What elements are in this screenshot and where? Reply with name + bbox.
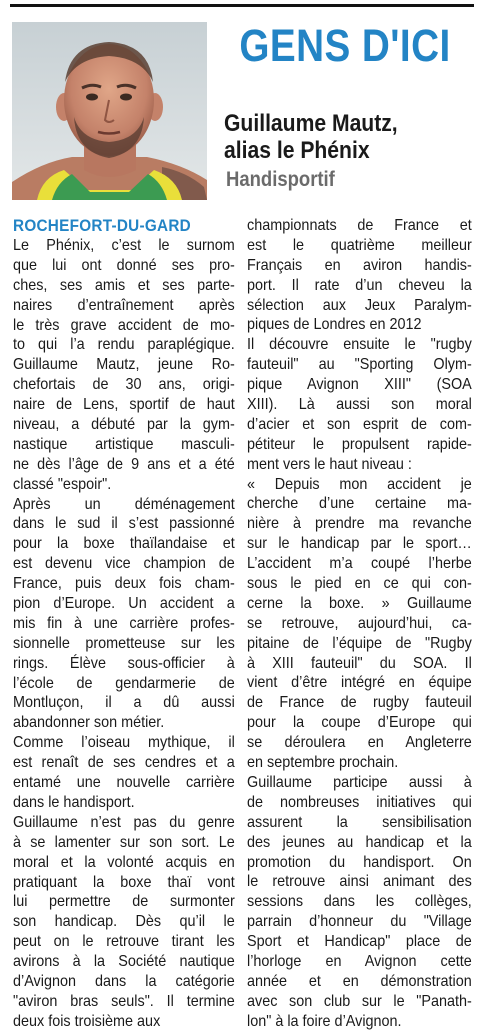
text-line: nière à prendre ma revanche — [247, 515, 472, 533]
text-line: le très grave accident de mo- — [13, 316, 235, 334]
text-line: peut on le retrouve tirant les — [13, 933, 235, 951]
text-line: se retrouve, aujourd’hui, ca- — [247, 614, 472, 632]
text-line: Guillaume Mautz, jeune Ro- — [13, 356, 235, 374]
text-line: port. Il rate d’un cheveu la — [247, 276, 472, 294]
headline-line-2: alias le Phénix — [224, 137, 370, 164]
text-line: l’horloge en Avignon cette — [247, 952, 472, 970]
text-line: est devenu vice champion de — [13, 555, 235, 573]
right-column-text — [247, 216, 472, 1032]
text-line: Après un déménagement — [13, 495, 235, 513]
left-column-text — [13, 236, 235, 1032]
text-line: classé "espoir". — [13, 475, 112, 493]
text-line: ches, ses amis et ses parte- — [13, 276, 235, 294]
text-line: pour la coupe d’Europe qui — [247, 714, 472, 732]
top-rule — [10, 4, 474, 7]
text-line: fauteuil" au "Sporting Olym- — [247, 356, 472, 374]
text-line: ne dès l’âge de 9 ans et a été — [13, 455, 235, 473]
text-line: abandonner son métier. — [13, 714, 165, 732]
text-line: « Depuis mon accident je — [247, 475, 472, 493]
text-line: des jeunes au handicap et la — [247, 833, 472, 851]
kicker: Handisportif — [226, 168, 335, 191]
text-line: rings. Élève sous-officier à — [13, 654, 235, 672]
text-line: chefortais de 30 ans, origi- — [13, 376, 235, 394]
text-line: est le quatrième meilleur — [247, 236, 472, 254]
text-line: promotion du handisport. On — [247, 853, 472, 871]
text-line: pion d’Europe. Un accident a — [13, 595, 235, 613]
text-line: "aviron bras seuls". Il termine — [13, 992, 235, 1010]
text-line: d’acier et son esprit de com- — [247, 415, 472, 433]
text-line: dans le sud il s’est passionné — [13, 515, 235, 533]
text-line: est renaît de ses cendres et a — [13, 754, 235, 772]
text-line: ment vers le haut niveau : — [247, 455, 412, 473]
text-line: lon" à la foire d’Avignon. — [247, 1012, 402, 1030]
text-line: nastique artistique masculi- — [13, 435, 235, 453]
text-line: France, puis deux fois cham- — [13, 575, 235, 593]
text-line: de France de rugby fauteuil — [247, 694, 472, 712]
article-column-left — [13, 216, 235, 1032]
text-line: championnats de France et — [247, 217, 472, 234]
text-line: vient d’être intégré en équipe — [247, 674, 472, 692]
headline — [224, 110, 474, 164]
text-line: lui permettre de surmonter — [13, 893, 235, 911]
text-line: Comme l’oiseau mythique, il — [13, 734, 235, 752]
text-line: sessions dans les collèges, — [247, 893, 472, 911]
text-line: se déroulera en Angleterre — [247, 734, 472, 752]
text-line: sous le pied en ce qui con- — [247, 575, 472, 593]
text-line: cherche d’une certaine ma- — [247, 495, 472, 513]
text-line: to qui l’a rendu paraplégique. — [13, 336, 235, 354]
article-column-right — [247, 216, 472, 1032]
text-line: sionnelle prometteuse sur les — [13, 634, 235, 652]
text-line: deux fois troisième aux — [13, 1012, 161, 1030]
text-line: Montluçon, il a dû aussi — [13, 694, 235, 712]
text-line: Il découvre ensuite le "rugby — [247, 336, 472, 354]
text-line: naires d’entraînement après — [13, 296, 235, 314]
text-line: pétiteur le propulsent rapide- — [247, 435, 472, 453]
text-line: Sport et Handicap" place de — [247, 933, 472, 951]
text-line: que lui ont donné ses pro- — [13, 256, 235, 274]
text-line: à XIII fauteuil" du SOA. Il — [247, 654, 472, 672]
text-line: Français en aviron handis- — [247, 256, 472, 274]
text-line: naire de Lens, sportif de haut — [13, 396, 235, 414]
text-line: pratiquant la boxe thaï vont — [13, 873, 235, 891]
headline-line-1: Guillaume Mautz, — [224, 110, 398, 137]
text-line: pitaine de l’équipe de "Rugby — [247, 634, 472, 652]
portrait-illustration — [12, 22, 207, 200]
text-line: L’accident m’a coupé l’herbe — [247, 555, 472, 573]
text-line: son handicap. Dès qu’il le — [13, 913, 235, 931]
text-line: le retrouve ainsi animant des — [247, 873, 472, 891]
section-rubric: GENS D'ICI — [239, 20, 451, 71]
text-line: dans le handisport. — [13, 793, 135, 811]
text-line: entamé une nouvelle carrière — [13, 774, 235, 792]
portrait-photo — [12, 22, 207, 200]
text-line: à se lamenter sur son sort. Le — [13, 833, 235, 851]
text-line: l’école de gendarmerie de — [13, 674, 235, 692]
text-line: XIII). Là aussi son moral — [247, 396, 472, 414]
text-line: en septembre prochain. — [247, 754, 399, 772]
dateline: ROCHEFORT-DU-GARD — [13, 216, 191, 235]
text-line: avec son club sur le "Panath- — [247, 992, 472, 1010]
text-line: cerne la boxe. » Guillaume — [247, 594, 472, 612]
text-line: sélection aux Jeux Paralym- — [247, 296, 472, 314]
text-line: pique Avignon XIII" (SOA — [247, 376, 472, 394]
text-line: sur le handicap par le sport… — [247, 535, 472, 553]
text-line: pour la boxe thaïlandaise et — [13, 535, 235, 553]
text-line: mis fin à une carrière profes- — [13, 614, 235, 632]
text-line: d’Avignon dans la catégorie — [13, 972, 235, 990]
text-line: Le Phénix, c’est le surnom — [13, 237, 235, 254]
text-line: moral et la volonté acquis en — [13, 853, 235, 871]
text-line: niveau, a débuté par la gym- — [13, 416, 235, 434]
text-line: de nombreuses initiatives qui — [247, 793, 472, 811]
text-line: parrain d’honneur du "Village — [247, 913, 472, 931]
text-line: année et en démonstration — [247, 972, 472, 990]
text-line: Guillaume n’est pas du genre — [13, 813, 235, 831]
text-line: Guillaume participe aussi à — [247, 773, 472, 791]
text-line: avirons à la Société nautique — [13, 953, 235, 971]
text-line: assurent la sensibilisation — [247, 813, 472, 831]
text-line: piques de Londres en 2012 — [247, 316, 422, 334]
